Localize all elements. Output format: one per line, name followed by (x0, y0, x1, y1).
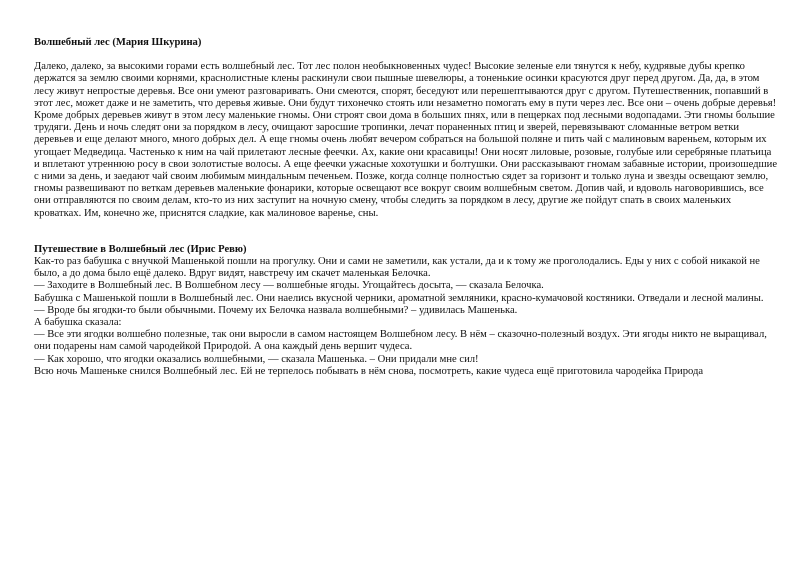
story-2-paragraph-4: — Вроде бы ягодки-то были обычными. Почему их Белочка назвала волшебными? – удивилась Машенька. (34, 304, 518, 316)
story-1-paragraph-2: Кроме добрых деревьев живут в этом лесу маленькие гномы. Они строят свои дома в больших пнях, или в пещерках под лесными водопадами. Эти гномы большие трудяги. День и ночь следят они за порядком в лесу, очищают заросшие тропинки, лечат пораненных птиц и зверей, перевязывают сломанные ветром ветки деревьев и еще делают много, много добрых дел. А еще гномы очень любят вечером собраться на большой поляне и пить чай с малиновым вареньем, которым их угощает Медведица. Частенько к ним на чай прилетают лесные феечки. Ах, какие они красавицы! Они носят лиловые, розовые, голубые или серебряные платьица и вплетают утреннюю росу в свои золотистые волосы. А еще феечки ужасные хохотушки и болтушки. Они рассказывают гномам забавные истории, произошедшие с ними за день, и заедают чай своим любимым миндальным печеньем. Позже, когда солнце полностью сядет за горизонт и только луна и звезды освещают землю, гномы развешивают по веткам деревьев маленькие фонарики, которые освещают все вокруг своим волшебным светом. Допив чай, и вдоволь наговорившись, все они отправляются по своим делам, кто-то из них заступит на ночную смену, чтобы следить за порядком в лесу, другие же пойдут спать в своих маленьких кроватках. Им, конечно же, приснятся сладкие, как малиновое варенье, сны. (34, 110, 778, 219)
story-2-paragraph-1: Как-то раз бабушка с внучкой Машенькой пошли на прогулку. Они и сами не заметили, как устали, да и к тому же проголодались. Еды у них с собой никакой не было, а до дома было ещё далеко. Вдруг видят, навстречу им скачет маленькая Белочка. (34, 256, 760, 280)
story-2-paragraph-2: — Заходите в Волшебный лес. В Волшебном лесу — волшебные ягоды. Угощайтесь досыта, — сказала Белочка. (34, 280, 544, 292)
story-2-paragraph-7: — Как хорошо, что ягодки оказались волшебными, — сказала Машенька. – Они придали мне сил! (34, 353, 479, 365)
story-2-paragraph-3: Бабушка с Машенькой пошли в Волшебный лес. Они наелись вкусной черники, ароматной земляники, красно-кумачовой костяники. Отведали и лесной малины. (34, 292, 764, 304)
story-2-title: Путешествие в Волшебный лес (Ирис Ревю) (34, 243, 247, 255)
document-page (34, 37, 778, 378)
story-2-paragraph-6: — Все эти ягодки волшебно полезные, так они выросли в самом настоящем Волшебном лесу. В нём – сказочно-полезный воздух. Эти ягоды никто не выращивал, они подарены нам самой чародейкой Природой. А она каждый день вершит чудеса. (34, 329, 767, 353)
spacer (34, 220, 778, 244)
spacer (34, 49, 778, 61)
story-1-title: Волшебный лес (Мария Шкурина) (34, 37, 202, 48)
story-1-paragraph-1: Далеко, далеко, за высокими горами есть волшебный лес. Тот лес полон необыкновенных чудес! Высокие зеленые ели тянутся к небу, кудрявые дубы крепко держатся за землю своими корнями, краснолистные клены раскинули свои пышные шевелюры, а тоненькие осинки красуются друг перед другом. Да, да, в этом лесу живут непростые деревья. Все они умеют разговаривать. Они смеются, спорят, беседуют или перешептываются друг с другом. Путешественник, попавший в этот лес, может даже и не заметить, что деревья живые. Они будут тихонечко стоять или незаметно помогать ему в пути через лес. Все они – очень добрые деревья! (34, 61, 777, 109)
story-2-paragraph-5: А бабушка сказала: (34, 317, 122, 329)
story-2-paragraph-8: Всю ночь Машеньке снился Волшебный лес. Ей не терпелось побывать в нём снова, посмотреть, какие чудеса ещё приготовила чародейка Природа (34, 365, 704, 377)
